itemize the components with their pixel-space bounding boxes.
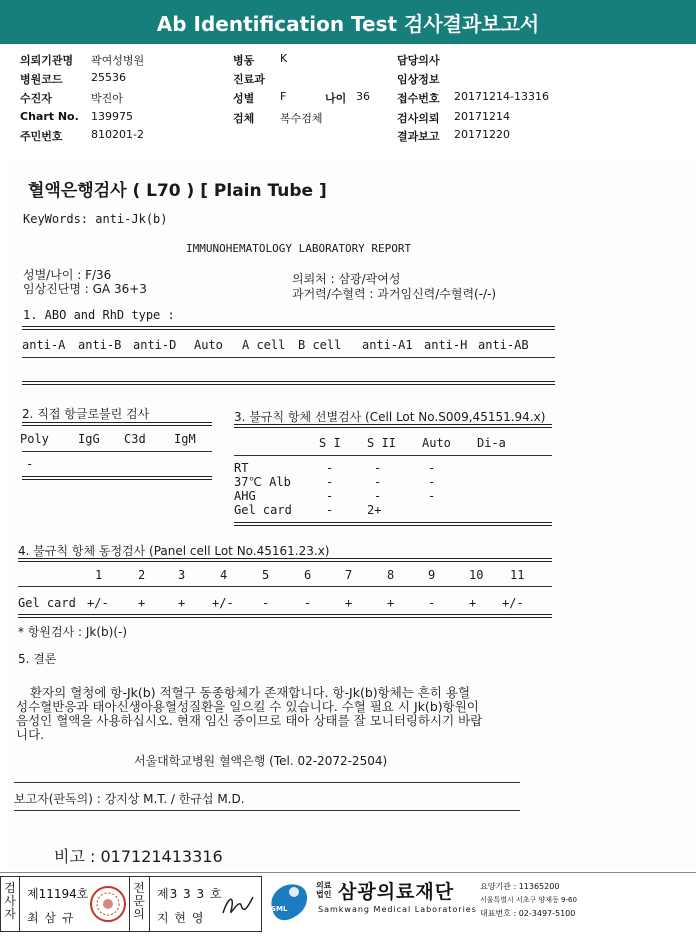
screen-cell: - (326, 475, 334, 489)
panel-cell-value: +/- (212, 596, 234, 610)
inspector-number: 제11194호 (27, 887, 89, 901)
screen-cell: - (326, 503, 334, 517)
label-specimen: 검체 (233, 112, 255, 125)
value-sex: F (280, 90, 287, 103)
lab-title: IMMUNOHEMATOLOGY LABORATORY REPORT (186, 242, 412, 255)
value-ward: K (280, 52, 288, 65)
panel-cell-number: 9 (428, 568, 436, 582)
value-chart-no: 139975 (91, 110, 133, 123)
sex-age: 성별/나이 : F/36 (23, 268, 112, 282)
conclusion-line: 음성인 혈액을 사용하십시오. 현재 임신 중이므로 태아 상태를 잘 모니터링하시기 바랍 (16, 713, 483, 728)
specialist-number: 제3 3 3 호 (157, 887, 223, 901)
value-request-date: 20171214 (454, 110, 510, 123)
dat-col: IgG (78, 432, 100, 446)
patient-info (0, 52, 696, 146)
double-rule (234, 522, 552, 526)
label-receipt-no: 접수번호 (397, 92, 440, 105)
info-row (0, 52, 696, 69)
label-chart-no: Chart No. (20, 110, 79, 123)
conclusion-line: 성수혈반응과 태아신생아용혈성질환을 일으킬 수 있습니다. 수혈 필요 시 Jk(b)항원이 (16, 699, 479, 714)
screen-row-label: 37℃ Alb (234, 475, 291, 489)
label-department: 진료과 (233, 73, 265, 86)
panel-cell-value: + (387, 596, 395, 610)
value-age: 36 (356, 90, 370, 103)
abo-col: Auto (194, 338, 223, 352)
label-patient: 수진자 (20, 92, 52, 105)
label-resident-no: 주민번호 (20, 130, 63, 143)
abo-col: anti-A (22, 338, 66, 352)
value-requesting-org: 곽여성병원 (91, 54, 145, 67)
specialist-name: 지 현 영 (157, 911, 205, 925)
dat-col: IgM (174, 432, 196, 446)
single-rule (234, 455, 552, 456)
dat-col: Poly (20, 432, 49, 446)
footer (0, 872, 696, 936)
value-resident-no: 810201-2 (91, 128, 144, 141)
single-rule (22, 451, 212, 452)
conclusion-line: 환자의 혈청에 항-Jk(b) 적혈구 동종항체가 존재합니다. 항-Jk(b)항체는 흔히 용혈 (30, 685, 471, 700)
panel-cell-number: 7 (345, 568, 353, 582)
value-hospital-code: 25536 (91, 71, 126, 84)
panel-cell-value: + (345, 596, 353, 610)
inspector-label-text: 검 사 자 (4, 881, 16, 921)
panel-cell-value: + (138, 596, 146, 610)
label-requesting-org: 의뢰기관명 (20, 54, 74, 67)
single-rule (18, 586, 552, 587)
abo-col: B cell (298, 338, 342, 352)
license-number: 요양기관 : 11365200 (480, 882, 560, 891)
report-title: Ab Identification Test 검사결과보고서 (0, 0, 696, 44)
org-phone: 대표번호 : 02-3497-5100 (480, 909, 576, 918)
signature-icon (219, 891, 257, 921)
clinical-diagnosis: 임상진단명 : GA 36+3 (23, 282, 147, 296)
screen-row-label: Gel card (234, 503, 292, 517)
label-doctor: 담당의사 (397, 54, 440, 67)
screen-cell: - (428, 461, 436, 475)
panel-cell-number: 10 (469, 568, 484, 582)
double-rule (22, 422, 212, 426)
report-heading: 혈액은행검사 ( L70 ) [ Plain Tube ] (28, 181, 327, 201)
abo-col: anti-H (424, 338, 468, 352)
label-request-date: 검사의뢰 (397, 112, 440, 125)
panel-cell-value: +/- (502, 596, 524, 610)
panel-row-label: Gel card (18, 596, 76, 610)
panel-cell-value: - (304, 596, 312, 610)
panel-title: 4. 불규칙 항체 동정검사 (Panel cell Lot No.45161.23.x) (18, 544, 330, 558)
screen-cell: - (374, 475, 382, 489)
single-rule (14, 782, 520, 783)
info-row (0, 128, 696, 145)
antigen-test: * 항원검사 : Jk(b)(-) (18, 625, 128, 639)
label-ward: 병동 (233, 54, 255, 67)
hospital-contact: 서울대학교병원 혈액은행 (Tel. 02-2072-2504) (134, 754, 388, 768)
abo-col: anti-AB (478, 338, 529, 352)
divider (129, 877, 130, 931)
panel-cell-value: + (178, 596, 186, 610)
info-row (0, 110, 696, 127)
double-rule (18, 558, 552, 562)
panel-cell-number: 11 (510, 568, 525, 582)
reporter: 보고자(판독의) : 강지상 M.T. / 한규섭 M.D. (14, 792, 245, 806)
abo-col: anti-A1 (362, 338, 413, 352)
conclusion-line: 니다. (16, 727, 45, 742)
double-rule (22, 476, 212, 480)
note: 비고 : 017121413316 (54, 847, 223, 866)
info-row (0, 90, 696, 107)
screen-col: S I (319, 436, 341, 450)
panel-cell-value: - (428, 596, 436, 610)
single-rule (14, 810, 520, 811)
org-address: 서울특별시 서초구 양재동 9-60 (480, 896, 577, 904)
screen-row-label: AHG (234, 489, 256, 503)
specialist-label-text: 전 문 의 (133, 881, 145, 921)
panel-cell-number: 6 (304, 568, 312, 582)
abo-col: A cell (242, 338, 286, 352)
screen-cell: - (374, 461, 382, 475)
double-rule (22, 326, 555, 330)
screen-col: Di-a (477, 436, 506, 450)
label-clinical-info: 임상정보 (397, 73, 440, 86)
panel-cell-number: 3 (178, 568, 186, 582)
label-report-date: 결과보고 (397, 130, 440, 143)
label-age: 나이 (325, 92, 347, 105)
double-rule (18, 614, 552, 618)
double-rule (234, 424, 552, 428)
panel-cell-number: 8 (387, 568, 395, 582)
dat-col: C3d (124, 432, 146, 446)
transfusion-history: 과거력/수혈력 : 과거임신력/수혈력(-/-) (292, 287, 497, 301)
specialist-label (131, 882, 147, 921)
info-row (0, 71, 696, 88)
screen-row-label: RT (234, 461, 249, 475)
signature-box (0, 876, 262, 932)
panel-cell-number: 2 (138, 568, 146, 582)
screen-cell: - (326, 489, 334, 503)
label-hospital-code: 병원코드 (20, 73, 63, 86)
screen-cell: 2+ (367, 503, 382, 517)
value-patient: 박진아 (91, 92, 123, 105)
single-rule (22, 357, 555, 358)
inspector-seal-icon (89, 883, 127, 925)
org-english-name: Samkwang Medical Laboratories (318, 905, 477, 914)
value-specimen: 복수검체 (280, 112, 323, 125)
org-name: 삼광의료재단 (338, 881, 455, 903)
screen-cell: - (374, 489, 382, 503)
screen-cell: - (326, 461, 334, 475)
panel-cell-number: 5 (262, 568, 270, 582)
divider (19, 877, 20, 931)
double-rule (22, 381, 555, 385)
dat-title: 2. 직접 항글로불린 검사 (22, 407, 150, 421)
abo-title: 1. ABO and RhD type : (23, 308, 175, 322)
screen-col: Auto (422, 436, 451, 450)
panel-cell-number: 4 (220, 568, 228, 582)
inspector-label (2, 882, 18, 921)
conclusion-title: 5. 결론 (18, 652, 57, 666)
dat-value: - (26, 457, 34, 471)
screen-cell: - (428, 489, 436, 503)
panel-cell-value: - (262, 596, 270, 610)
label-sex: 성별 (233, 92, 255, 105)
abo-col: anti-D (133, 338, 177, 352)
requester: 의뢰처 : 삼광/곽여성 (292, 272, 401, 286)
sml-logo-icon (266, 878, 312, 928)
panel-cell-number: 1 (95, 568, 103, 582)
scanned-report (8, 160, 696, 868)
divider (149, 877, 150, 931)
keywords: KeyWords: anti-Jk(b) (23, 212, 168, 226)
panel-cell-value: + (469, 596, 477, 610)
abo-col: anti-B (78, 338, 122, 352)
screen-col: S II (367, 436, 396, 450)
value-receipt-no: 20171214-13316 (454, 90, 549, 103)
screen-title: 3. 불규칙 항체 선별검사 (Cell Lot No.S009,45151.94.x) (234, 410, 546, 424)
sml-logo-text: SML (271, 905, 288, 913)
panel-cell-value: +/- (87, 596, 109, 610)
org-prefix: 의료법인 (316, 881, 332, 899)
inspector-name: 최 삼 규 (27, 911, 75, 925)
screen-cell: - (428, 475, 436, 489)
value-report-date: 20171220 (454, 128, 510, 141)
